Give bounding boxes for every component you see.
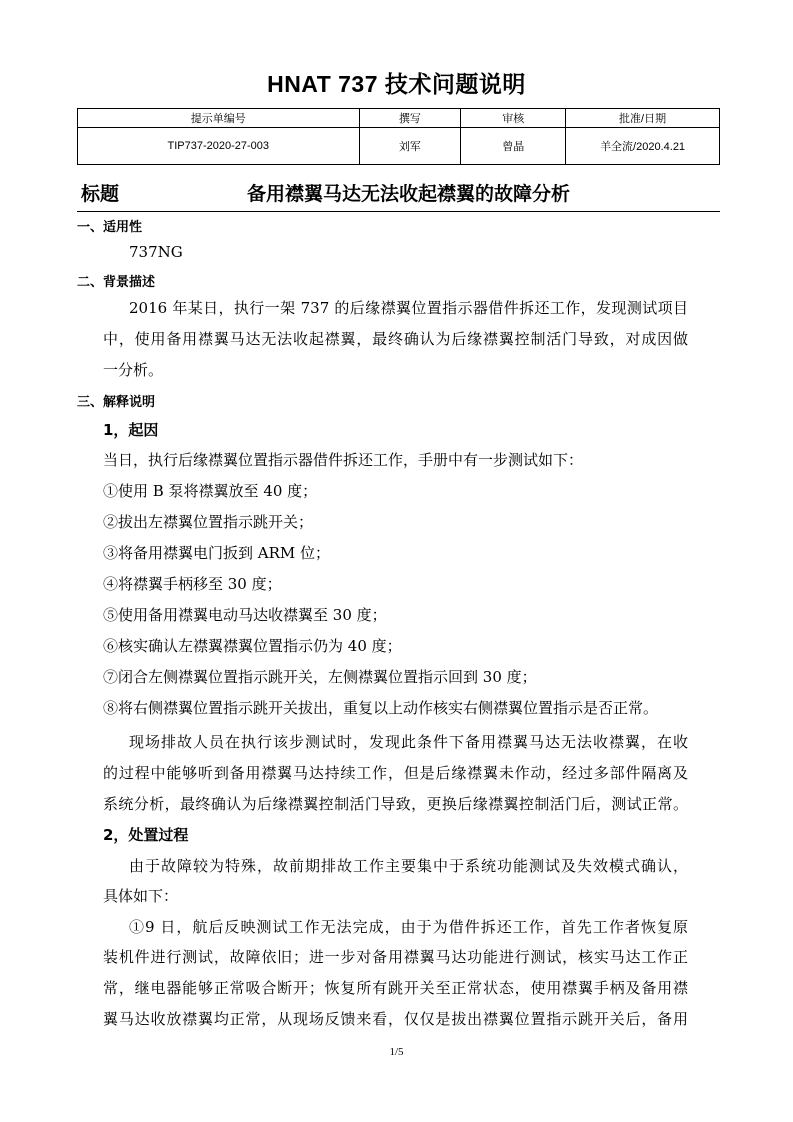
meta-value-cell: TIP737-2020-27-003 (78, 128, 360, 165)
section-heading: 二、背景描述 (77, 275, 156, 290)
section-heading: 一、适用性 (77, 220, 143, 235)
subsection-heading: 1，起因 (103, 421, 159, 439)
meta-header-cell: 撰写 (359, 109, 461, 128)
meta-value-cell: 刘军 (359, 128, 461, 165)
meta-value-cell: 曾晶 (461, 128, 566, 165)
body-line: 中，使用备用襟翼马达无法收起襟翼，最终确认为后缘襟翼控制活门导致，对成因做 (103, 330, 688, 348)
body-line: 现场排故人员在执行该步测试时，发现此条件下备用襟翼马达无法收襟翼，在收 (129, 733, 688, 751)
meta-header-cell: 提示单编号 (78, 109, 360, 128)
body-line: 的过程中能够听到备用襟翼马达持续工作，但是后缘襟翼未作动，经过多部件隔离及 (103, 764, 688, 782)
step-item: ③将备用襟翼电门扳到 ARM 位； (103, 544, 331, 562)
body-line: 具体如下： (103, 887, 179, 905)
step-item: ④将襟翼手柄移至 30 度； (103, 575, 282, 593)
subject-label: 标题 (81, 183, 120, 205)
step-item: ①使用 B 泵将襟翼放至 40 度； (103, 482, 318, 500)
subject-text: 备用襟翼马达无法收起襟翼的故障分析 (247, 183, 571, 205)
body-line: 一分析。 (103, 361, 164, 379)
step-item: ⑥核实确认左襟翼襟翼位置指示仍为 40 度； (103, 637, 402, 655)
body-line: 由于故障较为特殊，故前期排故工作主要集中于系统功能测试及失效模式确认， (129, 857, 688, 875)
meta-table-header-row (78, 109, 720, 128)
subject-row (77, 173, 720, 212)
body-line: 装机件进行测试，故障依旧；进一步对备用襟翼马达功能进行测试，核实马达工作正 (103, 948, 688, 966)
document-title: HNAT 737 技术问题说明 (267, 71, 526, 97)
body-line: 系统分析，最终确认为后缘襟翼控制活门导致，更换后缘襟翼控制活门后，测试正常。 (103, 795, 688, 813)
step-item: ⑧将右侧襟翼位置指示跳开关拔出，重复以上动作核实右侧襟翼位置指示是否正常。 (103, 699, 659, 717)
body-line: ①9 日，航后反映测试工作无法完成，由于为借件拆还工作，首先工作者恢复原 (129, 918, 688, 936)
step-item: ②拔出左襟翼位置指示跳开关； (103, 513, 314, 531)
body-line: 737NG (129, 243, 183, 261)
section-heading: 三、解释说明 (77, 395, 156, 410)
body-line: 常，继电器能够正常吸合断开；恢复所有跳开关至正常状态，使用襟翼手柄及备用襟 (103, 979, 688, 997)
body-line: 2016 年某日，执行一架 737 的后缘襟翼位置指示器借件拆还工作，发现测试项目 (129, 299, 688, 317)
page-number: 1/5 (389, 1046, 404, 1058)
body-line: 翼马达收放襟翼均正常，从现场反馈来看，仅仅是拔出襟翼位置指示跳开关后，备用 (103, 1010, 688, 1028)
meta-header-cell: 批准/日期 (566, 109, 720, 128)
subsection-heading: 2，处置过程 (103, 826, 189, 844)
step-item: ⑤使用备用襟翼电动马达收襟翼至 30 度； (103, 606, 387, 624)
meta-value-cell: 羊全流/2020.4.21 (566, 128, 720, 165)
meta-table (77, 108, 720, 165)
meta-header-cell: 审核 (461, 109, 566, 128)
meta-table-value-row (78, 128, 720, 165)
body-line: 当日，执行后缘襟翼位置指示器借件拆还工作，手册中有一步测试如下： (103, 451, 584, 469)
step-item: ⑦闭合左侧襟翼位置指示跳开关，左侧襟翼位置指示回到 30 度； (103, 668, 537, 686)
